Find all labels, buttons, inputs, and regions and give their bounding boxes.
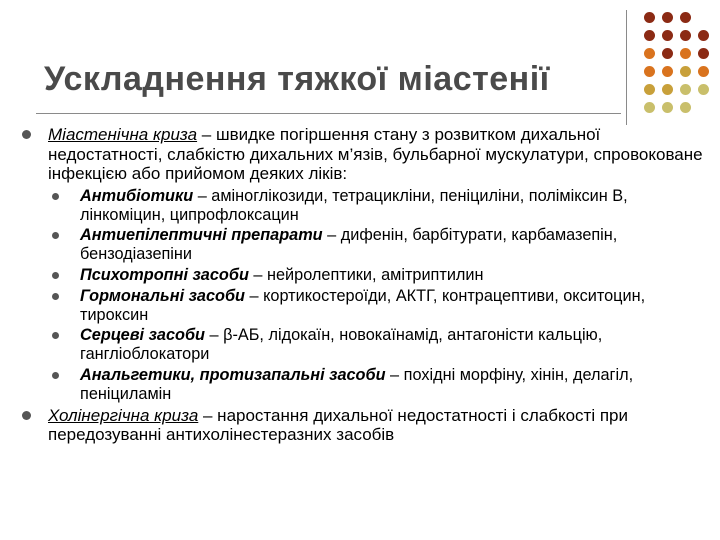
decor-dot (644, 30, 655, 41)
title-divider (36, 113, 621, 114)
item-term: Антибіотики (80, 186, 194, 205)
decor-dot (662, 102, 673, 113)
sub-list-item (22, 287, 712, 325)
bullet-icon (22, 130, 31, 139)
sub-list-item (22, 226, 712, 264)
decor-dot (662, 66, 673, 77)
item-term: Міастенічна криза (48, 125, 198, 144)
decor-dot (680, 12, 691, 23)
bullet-icon (52, 372, 59, 379)
decor-dot (662, 48, 673, 59)
bullet-icon (52, 232, 59, 239)
item-text: – дифенін, барбітурати, карбамазепін, бензодіазепіни (80, 226, 618, 264)
bullet-icon (52, 332, 59, 339)
bullet-icon (52, 293, 59, 300)
decor-dot (662, 30, 673, 41)
item-term: Психотропні засоби (80, 265, 249, 284)
decor-dot (698, 30, 709, 41)
list-item (22, 125, 712, 184)
item-term: Холінергічна криза (48, 405, 199, 425)
item-text: – аміноглікозиди, тетрацикліни, пеніциліни, поліміксин В, лінкоміцин, ципрофлоксацин (80, 186, 628, 224)
decorative-dot-grid (640, 12, 712, 108)
item-text: – β-АБ, лідокаїн, новокаїнамід, антагоністи кальцію, гангліоблокатори (80, 326, 603, 364)
decor-dot (698, 48, 709, 59)
item-term: Гормональні засоби (80, 286, 245, 305)
bullet-icon (52, 272, 59, 279)
item-term: Серцеві засоби (80, 326, 205, 345)
item-term: Антиепілептичні препарати (80, 226, 323, 245)
decor-dot (644, 66, 655, 77)
item-text: – нейролептики, амітриптилин (248, 265, 484, 284)
slide-title: Ускладнення тяжкої міастенії (44, 60, 550, 98)
decor-dot (662, 84, 673, 95)
bullet-icon (22, 411, 31, 420)
vertical-divider (626, 10, 627, 125)
decor-dot (662, 12, 673, 23)
item-text: – наростання дихальної недостатності і слабкості при передозуванні антихолінестеразних засобів (48, 405, 629, 445)
item-text: – кортикостероїди, АКТГ, контрацептиви, окситоцин, тироксин (80, 286, 646, 324)
sub-list-item (22, 326, 712, 364)
decor-dot (680, 66, 691, 77)
decor-dot (680, 30, 691, 41)
item-text: – швидке погіршення стану з розвитком дихальної недостатності, слабкістю дихальних м’язів, бульбарної мускулатури, спровоковане інфекцією або прийомом деяких ліків: (48, 125, 703, 184)
sub-list-item (22, 187, 712, 225)
decor-dot (680, 84, 691, 95)
list-item (22, 406, 712, 445)
decor-dot (644, 102, 655, 113)
decor-dot (698, 66, 709, 77)
slide-body (22, 125, 712, 448)
decor-dot (644, 84, 655, 95)
sub-list-item (22, 366, 712, 404)
sub-list-item (22, 266, 712, 285)
item-term: Анальгетики, протизапальні засоби (80, 365, 386, 384)
decor-dot (698, 84, 709, 95)
item-text: – похідні морфіну, хінін, делагіл, пеніциламін (80, 365, 634, 403)
decor-dot (680, 102, 691, 113)
sub-list (22, 187, 712, 404)
bullet-icon (52, 193, 59, 200)
decor-dot (644, 48, 655, 59)
decor-dot (644, 12, 655, 23)
decor-dot (680, 48, 691, 59)
